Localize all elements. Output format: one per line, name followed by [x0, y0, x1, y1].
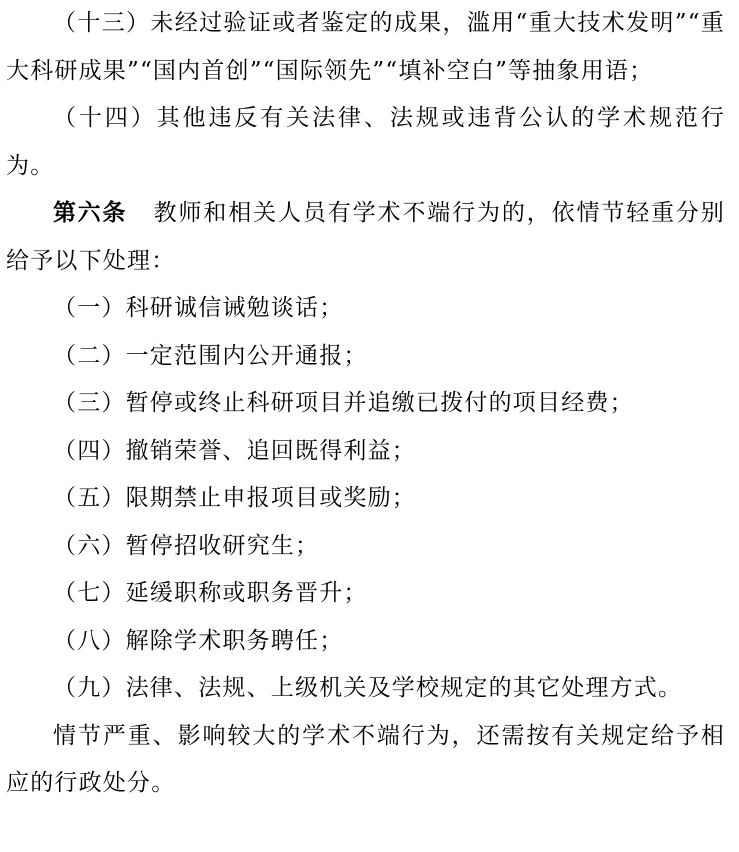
penalty-item-5: （五）限期禁止申报项目或奖励； [53, 485, 416, 511]
penalty-item-8: （八）解除学术职务聘任； [53, 627, 344, 654]
article-6-label: 第六条 [53, 200, 128, 226]
clause-13: （十三）未经过验证或者鉴定的成果，滥用“重大技术发明”“重大科研成果”“国内首创”“国际领先”“填补空白”等抽象用语； [6, 10, 725, 84]
closing-paragraph: 情节严重、影响较大的学术不端行为，还需按有关规定给予相应的行政处分。 [6, 722, 725, 796]
penalty-item-2: （二）一定范围内公开通报； [53, 342, 368, 369]
penalty-item-1: （一）科研诚信诫勉谈话； [53, 295, 344, 321]
clause-14: （十四）其他违反有关法律、法规或违背公认的学术规范行为。 [6, 105, 725, 179]
penalty-item-6: （六）暂停招收研究生； [53, 532, 320, 559]
penalty-item-7: （七）延缓职称或职务晋升； [53, 580, 368, 606]
article-6-text: 教师和相关人员有学术不端行为的，依情节轻重分别给予以下处理： [6, 200, 725, 274]
penalty-item-3: （三）暂停或终止科研项目并追缴已拨付的项目经费； [53, 390, 634, 416]
article-6 [6, 190, 725, 285]
penalty-item-4: （四）撤销荣誉、追回既得利益； [53, 437, 416, 464]
penalty-item-9: （九）法律、法规、上级机关及学校规定的其它处理方式。 [53, 675, 683, 701]
